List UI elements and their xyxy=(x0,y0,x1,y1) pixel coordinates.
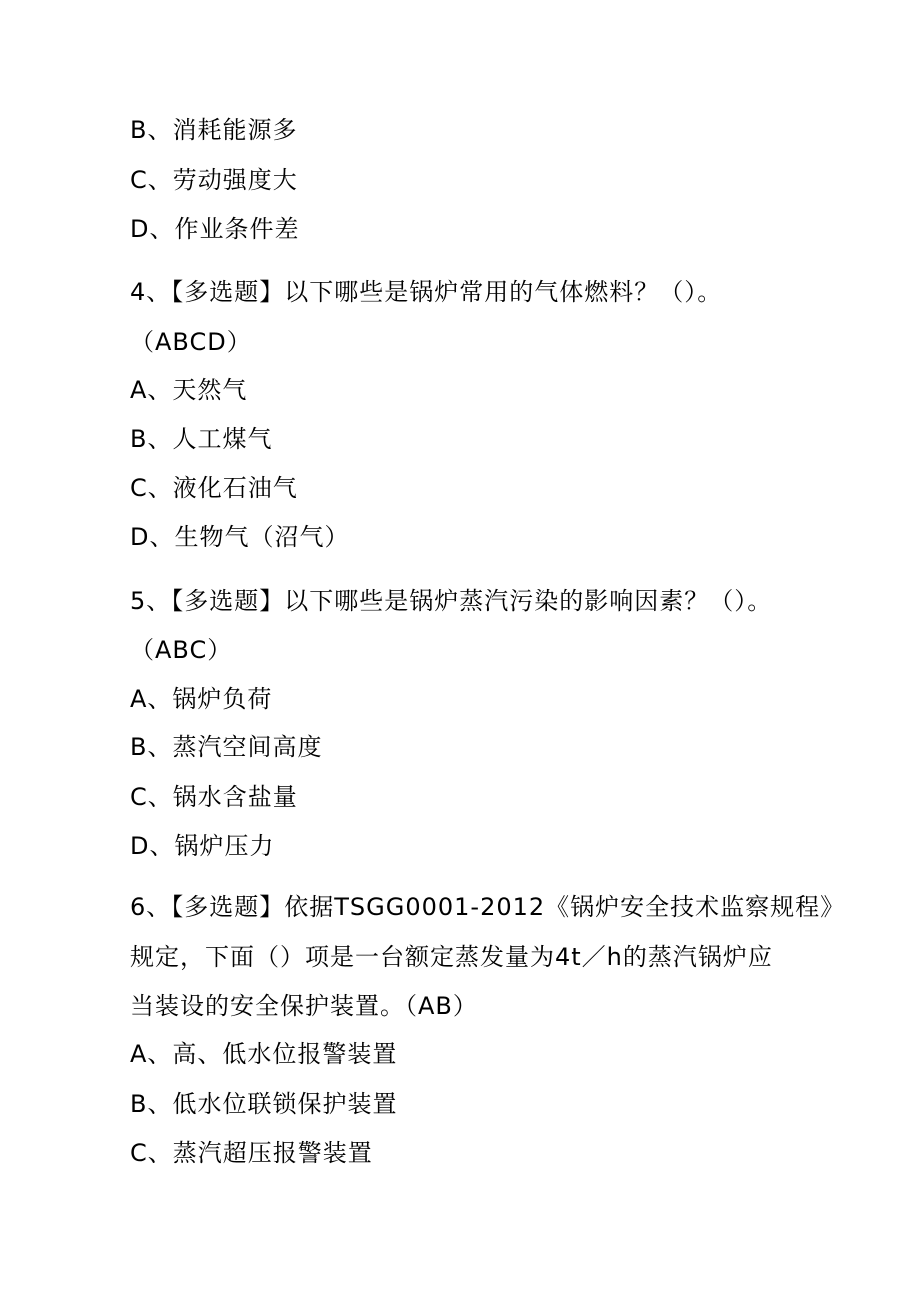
question-4-stem: 4、【多选题】以下哪些是锅炉常用的气体燃料？（）。 xyxy=(130,278,723,306)
option-a: A、高、低水位报警装置 xyxy=(130,1040,398,1068)
option-b: B、人工煤气 xyxy=(130,425,273,453)
question-5-stem: 5、【多选题】以下哪些是锅炉蒸汽污染的影响因素？（）。 xyxy=(130,587,773,615)
option-c: C、锅水含盐量 xyxy=(130,783,298,811)
question-6-stem-line-3: 当装设的安全保护装置。（AB） xyxy=(130,992,478,1020)
option-b: B、蒸汽空间高度 xyxy=(130,733,323,761)
option-d: D、作业条件差 xyxy=(130,215,300,243)
option-b: B、消耗能源多 xyxy=(130,116,298,144)
question-6-stem-line-2: 规定，下面（）项是一台额定蒸发量为4t／h的蒸汽锅炉应 xyxy=(130,943,773,971)
option-a: A、天然气 xyxy=(130,376,248,404)
option-c: C、液化石油气 xyxy=(130,474,298,502)
option-b: B、低水位联锁保护装置 xyxy=(130,1090,398,1118)
option-d: D、锅炉压力 xyxy=(130,832,275,860)
question-5-answer: （ABC） xyxy=(130,636,233,664)
option-d: D、生物气（沼气） xyxy=(130,523,350,551)
option-a: A、锅炉负荷 xyxy=(130,685,273,713)
question-6-stem-line-1: 6、【多选题】依据TSGG0001-2012《锅炉安全技术监察规程》 xyxy=(130,893,846,921)
option-c: C、蒸汽超压报警装置 xyxy=(130,1139,373,1167)
question-4-answer: （ABCD） xyxy=(130,328,252,356)
option-c: C、劳动强度大 xyxy=(130,166,298,194)
